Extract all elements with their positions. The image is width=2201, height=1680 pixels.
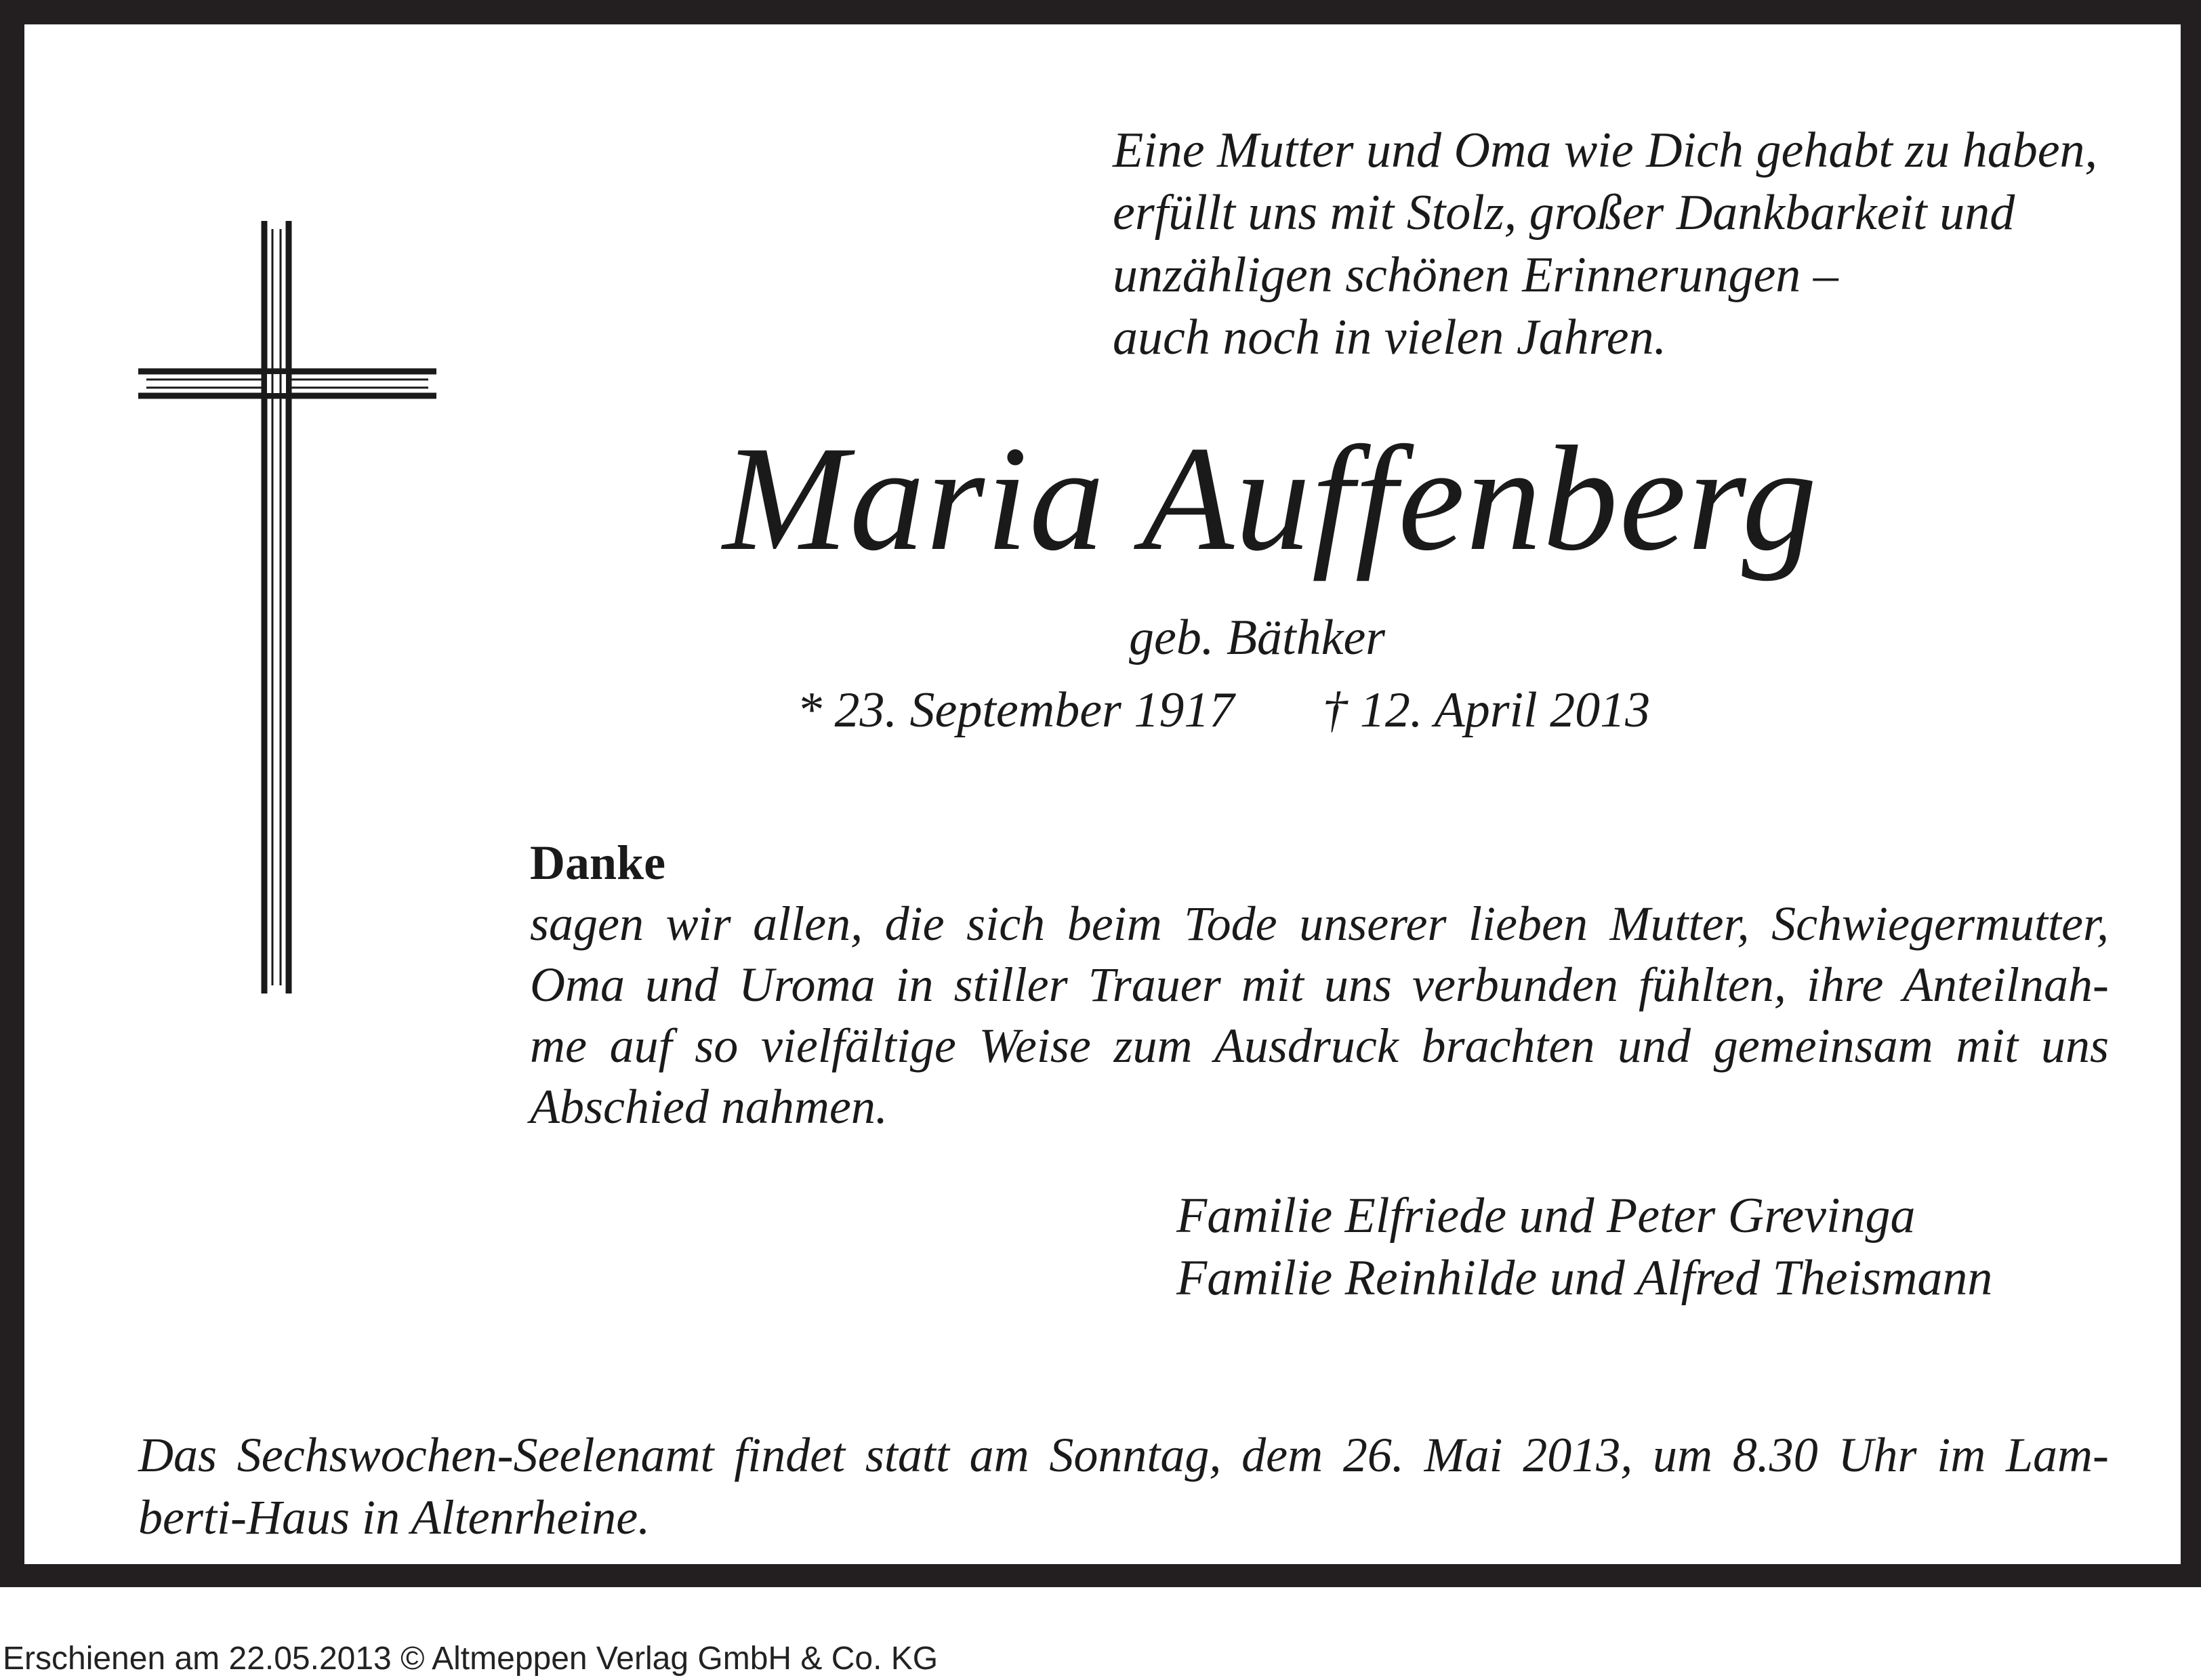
birth-date: * 23. September 1917 [797,682,1235,738]
poem-line: unzähligen schönen Erinnerungen – [1113,247,1838,303]
poem-line: erfüllt uns mit Stolz, großer Dankbarkeit und [1113,185,2015,241]
service-announcement [138,1424,2109,1549]
maiden-name: geb. Bäthker [1129,610,1386,665]
family-line: Familie Elfriede und Peter Grevinga [1176,1188,1916,1244]
poem [1113,119,2097,369]
thanks-line: Oma und Uroma in stiller Trauer mit uns verbunden fühlten, ihre Anteilnah- [530,958,2109,1012]
family-signatures [1176,1185,1992,1309]
death-date: † 12. April 2013 [1322,682,1651,738]
family-line: Familie Reinhilde und Alfred Theismann [1176,1250,1993,1306]
thanks-heading: Danke [530,836,666,890]
life-dates [797,680,1650,741]
deceased-name: Maria Auffenberg [722,415,1819,582]
thanks-section [530,832,2109,1137]
cross-icon [138,221,436,993]
poem-line: Eine Mutter und Oma wie Dich gehabt zu haben, [1113,123,2098,178]
thanks-text [530,893,2109,1137]
publication-footer: Erschienen am 22.05.2013 © Altmeppen Verlag GmbH & Co. KG [3,1641,939,1677]
thanks-line: me auf so vielfältige Weise zum Ausdruck brachten und gemeinsam mit uns [530,1019,2109,1073]
thanks-line: Abschied nahmen. [530,1080,888,1134]
service-line: berti-Haus in Altenrheine. [138,1490,651,1544]
thanks-line: sagen wir allen, die sich beim Tode unserer lieben Mutter, Schwiegermutter, [530,897,2109,951]
service-line: Das Sechswochen-Seelenamt findet statt am Sonntag, dem 26. Mai 2013, um 8.30 Uhr im Lam- [138,1428,2109,1482]
poem-line: auch noch in vielen Jahren. [1113,310,1667,365]
